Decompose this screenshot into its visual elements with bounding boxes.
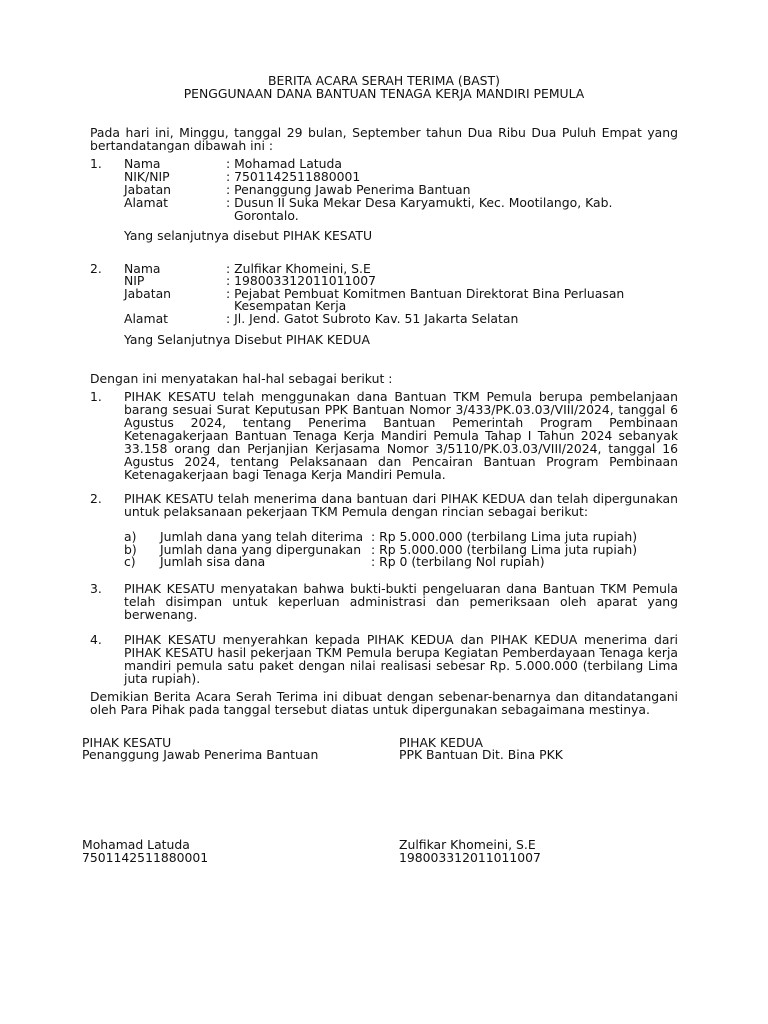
party1-value-jabatan: : Penanggung Jawab Penerima Bantuan (226, 182, 471, 197)
party2-number: 2. (90, 261, 102, 276)
closing-paragraph: Demikian Berita Acara Serah Terima ini dibuat dengan sebenar-benarnya dan ditandatangani oleh Para Pihak pada tanggal tersebut diatas untuk dipergunakan sebagaimana mestinya. (90, 689, 678, 717)
party2-label-nama: Nama (124, 261, 161, 276)
document-subtitle: PENGGUNAAN DANA BANTUAN TENAGA KERJA MANDIRI PEMULA (183, 86, 585, 101)
signature-left-name: Mohamad Latuda (82, 837, 190, 852)
signature-left-party: PIHAK KESATU (82, 735, 172, 750)
party2-jabatan-continued: Kesempatan Kerja (234, 298, 347, 313)
signature-left-role: Penanggung Jawab Penerima Bantuan (82, 747, 319, 762)
party1-value-nip: : 7501142511880001 (226, 169, 361, 184)
party1-value-alamat: : Dusun II Suka Mekar Desa Karyamukti, Kec. Mootilango, Kab. (226, 195, 613, 210)
document-title: BERITA ACARA SERAH TERIMA (BAST) (268, 73, 500, 88)
signature-right-role: PPK Bantuan Dit. Bina PKK (399, 747, 563, 762)
detail-b-value: : Rp 5.000.000 (terbilang Lima juta rupiah) (371, 542, 638, 557)
point1-text: PIHAK KESATU telah menggunakan dana Bantuan TKM Pemula berupa pembelanjaan barang sesuai Surat Keputusan PPK Bantuan Nomor 3/433/PK.03.03/VIII/2024, tanggal 6 Agustus 2024, tentang Penerima Bantuan Pemerintah Program Pembinaan Ketenagakerjaan Bantuan Tenaga Kerja Mandiri Pemula Tahap I Tahun 2024 sebanyak 33.158 orang dan Perjanjian Kerjasama Nomor 3/5110/PK.03.03/VIII/2024, tanggal 16 Agustus 2024, tentang Pelaksanaan dan Pencairan Bantuan Program Pembinaan Ketenagakerjaan bagi Tenaga Kerja Mandiri Pemula. (124, 389, 678, 482)
signature-right-name: Zulfikar Khomeini, S.E (399, 837, 536, 852)
signature-right-party: PIHAK KEDUA (399, 735, 484, 750)
intro-paragraph: Pada hari ini, Minggu, tanggal 29 bulan, September tahun Dua Ribu Dua Puluh Empat yang bertandatangan dibawah ini : (90, 125, 678, 153)
detail-c-label: Jumlah sisa dana (160, 554, 266, 569)
point2-text: PIHAK KESATU telah menerima dana bantuan dari PIHAK KEDUA dan telah dipergunakan untuk pelaksanaan pekerjaan TKM Pemula dengan rincian sebagai berikut: (124, 491, 678, 519)
detail-a-label: Jumlah dana yang telah diterima (160, 529, 364, 544)
party2-value-alamat: : Jl. Jend. Gatot Subroto Kav. 51 Jakarta Selatan (226, 311, 519, 326)
detail-c-letter: c) (124, 554, 136, 569)
party2-label-jabatan: Jabatan (124, 286, 172, 301)
point2-number: 2. (90, 491, 102, 506)
detail-b-label: Jumlah dana yang dipergunakan (160, 542, 362, 557)
party1-designation: Yang selanjutnya disebut PIHAK KESATU (124, 228, 373, 243)
detail-b-letter: b) (124, 542, 137, 557)
point1-number: 1. (90, 389, 102, 404)
point3-text: PIHAK KESATU menyatakan bahwa bukti-bukti pengeluaran dana Bantuan TKM Pemula telah disimpan untuk keperluan administrasi dan pemeriksaan oleh aparat yang berwenang. (124, 581, 678, 622)
point3-number: 3. (90, 581, 102, 596)
party2-value-nama: : Zulfikar Khomeini, S.E (226, 261, 371, 276)
party1-label-nip: NIK/NIP (124, 169, 170, 184)
party1-number: 1. (90, 156, 102, 171)
signature-right-id: 198003312011011007 (399, 850, 541, 865)
party2-label-nip: NIP (124, 273, 145, 288)
party2-designation: Yang Selanjutnya Disebut PIHAK KEDUA (124, 332, 370, 347)
statement-intro: Dengan ini menyatakan hal-hal sebagai berikut : (90, 371, 393, 386)
detail-a-letter: a) (124, 529, 137, 544)
party2-label-alamat: Alamat (124, 311, 169, 326)
party1-label-alamat: Alamat (124, 195, 169, 210)
party1-value-nama: : Mohamad Latuda (226, 156, 342, 171)
party2-value-nip: : 198003312011011007 (226, 273, 377, 288)
point4-text: PIHAK KESATU menyerahkan kepada PIHAK KEDUA dan PIHAK KEDUA menerima dari PIHAK KESATU hasil pekerjaan TKM Pemula berupa Kegiatan Pemberdayaan Tenaga kerja mandiri pemula satu paket dengan nilai realisasi sebesar Rp. 5.000.000 (terbilang Lima juta rupiah). (124, 632, 678, 686)
detail-a-value: : Rp 5.000.000 (terbilang Lima juta rupiah) (371, 529, 638, 544)
party1-label-nama: Nama (124, 156, 161, 171)
party1-alamat-continued: Gorontalo. (234, 208, 299, 223)
signature-left-id: 7501142511880001 (82, 850, 209, 865)
point4-number: 4. (90, 632, 102, 647)
party2-value-jabatan: : Pejabat Pembuat Komitmen Bantuan Direktorat Bina Perluasan (226, 286, 625, 301)
detail-c-value: : Rp 0 (terbilang Nol rupiah) (371, 554, 545, 569)
party1-label-jabatan: Jabatan (124, 182, 172, 197)
